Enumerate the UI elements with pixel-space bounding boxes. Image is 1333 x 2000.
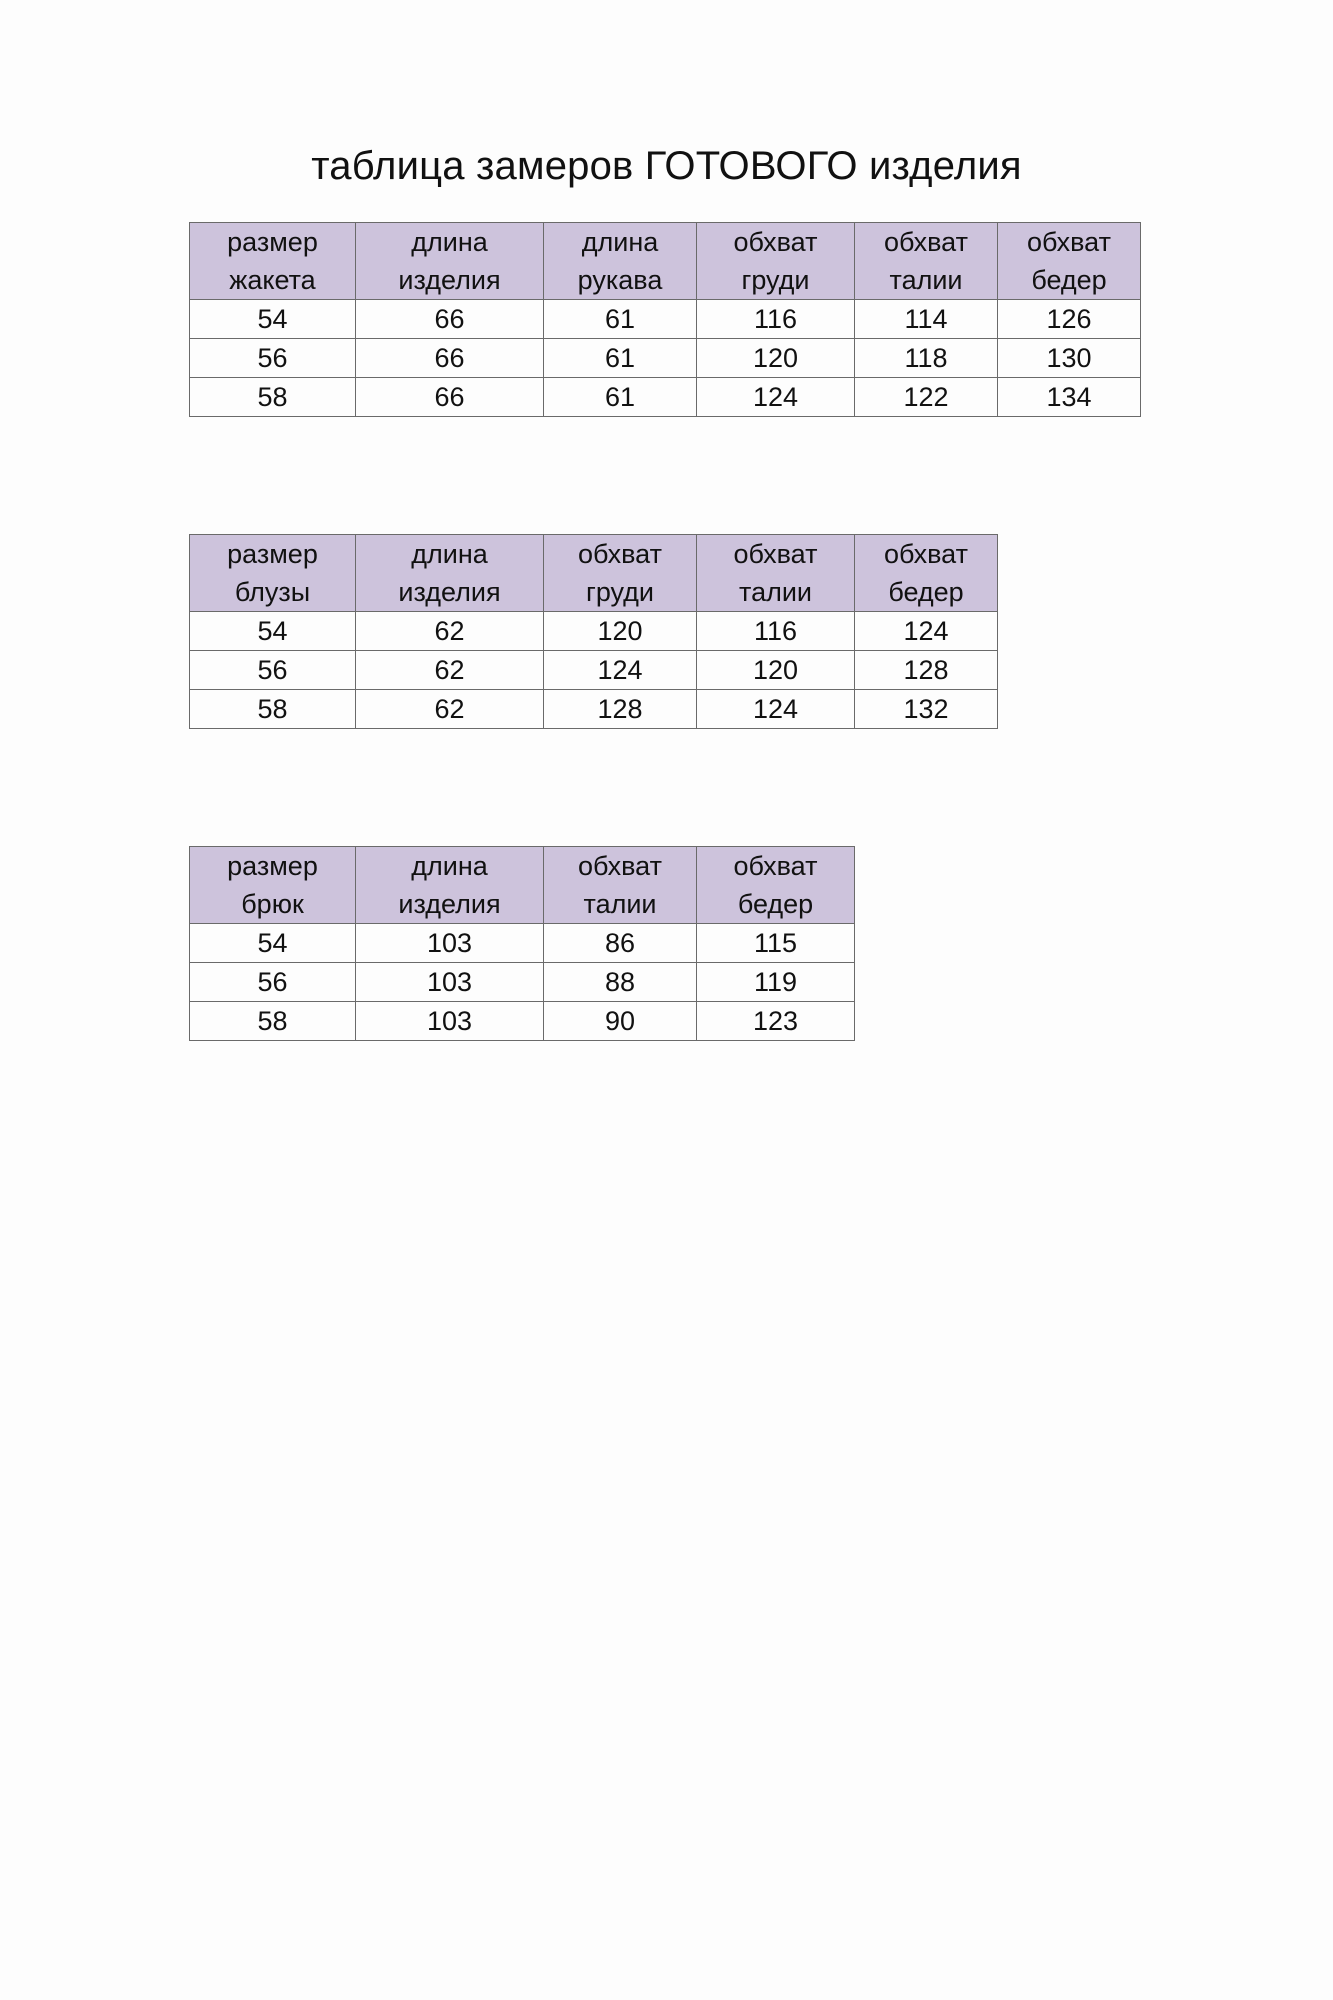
table-header-row bbox=[190, 847, 855, 924]
header-cell-size: размер блузы bbox=[190, 535, 356, 612]
table-row bbox=[190, 924, 855, 963]
table-cell: 54 bbox=[190, 612, 356, 651]
table-cell: 61 bbox=[544, 300, 697, 339]
table-cell: 90 bbox=[544, 1002, 697, 1041]
table-cell: 103 bbox=[356, 1002, 544, 1041]
header-cell-waist: обхват талии bbox=[544, 847, 697, 924]
table-cell: 62 bbox=[356, 690, 544, 729]
table-cell: 54 bbox=[190, 924, 356, 963]
table-cell: 61 bbox=[544, 378, 697, 417]
table-cell: 115 bbox=[697, 924, 855, 963]
table-cell: 134 bbox=[998, 378, 1141, 417]
table-cell: 56 bbox=[190, 651, 356, 690]
table-row bbox=[190, 1002, 855, 1041]
table-cell: 124 bbox=[697, 690, 855, 729]
table-cell: 124 bbox=[697, 378, 855, 417]
table-cell: 126 bbox=[998, 300, 1141, 339]
header-cell-length: длина изделия bbox=[356, 847, 544, 924]
table-cell: 86 bbox=[544, 924, 697, 963]
header-cell-length: длина изделия bbox=[356, 223, 544, 300]
table-cell: 61 bbox=[544, 339, 697, 378]
table-cell: 58 bbox=[190, 1002, 356, 1041]
table-cell: 118 bbox=[855, 339, 998, 378]
table-cell: 124 bbox=[544, 651, 697, 690]
header-cell-chest: обхват груди bbox=[544, 535, 697, 612]
table-cell: 62 bbox=[356, 651, 544, 690]
table-row bbox=[190, 612, 998, 651]
table-cell: 103 bbox=[356, 924, 544, 963]
header-cell-hips: обхват бедер bbox=[998, 223, 1141, 300]
table-cell: 122 bbox=[855, 378, 998, 417]
header-cell-size: размер жакета bbox=[190, 223, 356, 300]
header-cell-size: размер брюк bbox=[190, 847, 356, 924]
table-cell: 62 bbox=[356, 612, 544, 651]
blouse-size-table bbox=[189, 534, 998, 729]
table-cell: 116 bbox=[697, 612, 855, 651]
table-cell: 56 bbox=[190, 339, 356, 378]
header-cell-chest: обхват груди bbox=[697, 223, 855, 300]
table-cell: 88 bbox=[544, 963, 697, 1002]
table-cell: 128 bbox=[855, 651, 998, 690]
table-cell: 66 bbox=[356, 339, 544, 378]
table-cell: 119 bbox=[697, 963, 855, 1002]
trousers-size-table bbox=[189, 846, 855, 1041]
table-row bbox=[190, 339, 1141, 378]
header-cell-length: длина изделия bbox=[356, 535, 544, 612]
jacket-size-table bbox=[189, 222, 1141, 417]
table-cell: 54 bbox=[190, 300, 356, 339]
header-cell-sleeve: длина рукава bbox=[544, 223, 697, 300]
table-cell: 114 bbox=[855, 300, 998, 339]
table-cell: 120 bbox=[544, 612, 697, 651]
table-cell: 128 bbox=[544, 690, 697, 729]
header-cell-waist: обхват талии bbox=[855, 223, 998, 300]
table-cell: 56 bbox=[190, 963, 356, 1002]
header-cell-hips: обхват бедер bbox=[855, 535, 998, 612]
table-row bbox=[190, 378, 1141, 417]
table-cell: 120 bbox=[697, 651, 855, 690]
header-cell-hips: обхват бедер bbox=[697, 847, 855, 924]
page-title: таблица замеров ГОТОВОГО изделия bbox=[311, 144, 1022, 188]
table-cell: 103 bbox=[356, 963, 544, 1002]
table-cell: 58 bbox=[190, 378, 356, 417]
table-cell: 66 bbox=[356, 378, 544, 417]
table-header-row bbox=[190, 535, 998, 612]
table-cell: 58 bbox=[190, 690, 356, 729]
table-header-row bbox=[190, 223, 1141, 300]
header-cell-waist: обхват талии bbox=[697, 535, 855, 612]
table-cell: 130 bbox=[998, 339, 1141, 378]
table-cell: 120 bbox=[697, 339, 855, 378]
table-row bbox=[190, 963, 855, 1002]
table-row bbox=[190, 300, 1141, 339]
table-cell: 124 bbox=[855, 612, 998, 651]
table-cell: 132 bbox=[855, 690, 998, 729]
table-row bbox=[190, 651, 998, 690]
table-cell: 123 bbox=[697, 1002, 855, 1041]
table-row bbox=[190, 690, 998, 729]
table-cell: 66 bbox=[356, 300, 544, 339]
table-cell: 116 bbox=[697, 300, 855, 339]
